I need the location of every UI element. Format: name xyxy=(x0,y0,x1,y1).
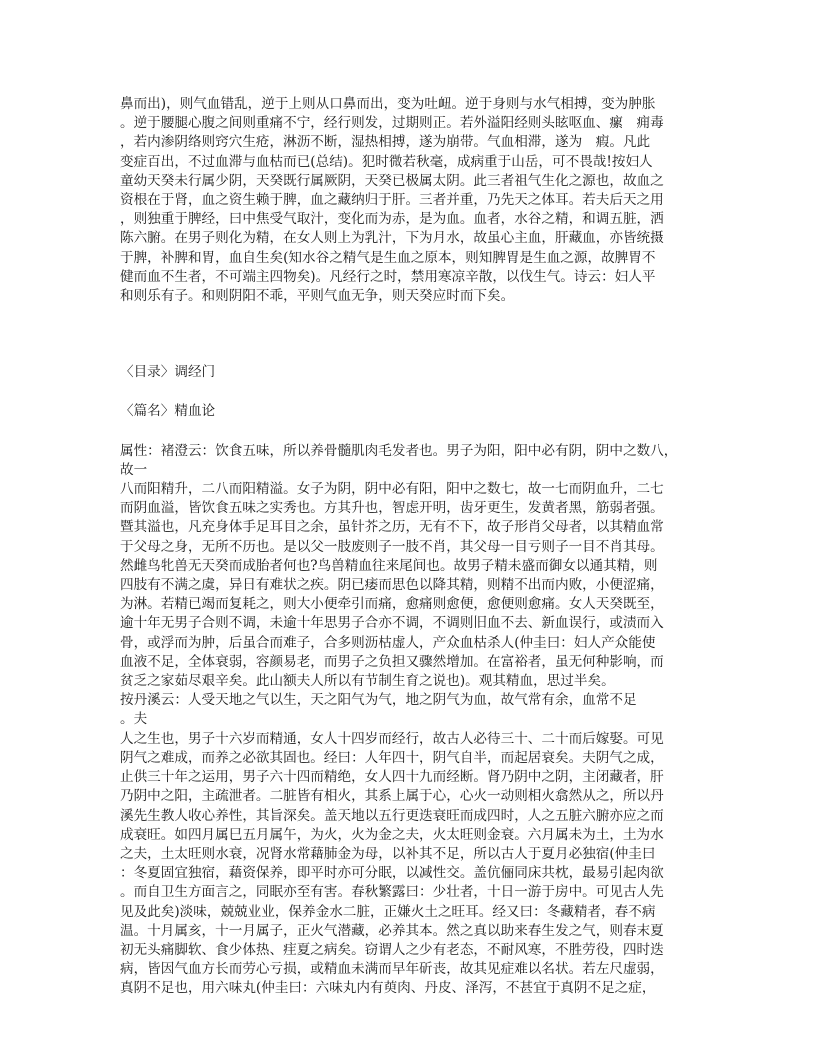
text-line: ，则独重于脾经，曰中焦受气取汁，变化而为赤，是为血。血者，水谷之精，和调五脏，洒 xyxy=(120,211,664,228)
text-line: 血液不足，全体衰弱，容颜易老，而男子之负担又骤然增加。在富裕者，虽无何种影响，而 xyxy=(120,653,664,670)
text-line: 和则乐有子。和则阴阳不乖，平则气血无争，则天癸应时而下矣。 xyxy=(120,288,515,305)
text-line: 成衰旺。如四月属巳五月属午，为火，火为金之夫，火太旺则金衰。六月属未为土，土为水 xyxy=(120,826,664,843)
text-line: 温。十月属亥，十一月属子，正火气潜藏，必养其本。然之真以助来春生发之气，则春末夏 xyxy=(120,922,664,939)
text-line: 阴气之难成，而养之必欲其固也。经曰：人年四十，阴气自半，而起居衰矣。夫阴气之成， xyxy=(120,749,664,766)
document-page xyxy=(120,95,700,999)
text-line: 按丹溪云：人受天地之气以生，天之阳气为气，地之阴气为血，故气常有余，血常不足 xyxy=(120,692,637,709)
text-line: 乃阴中之阳，主疏泄者。二脏皆有相火，其系上属于心，心火一动则相火翕然从之，所以丹 xyxy=(120,788,664,805)
body-text xyxy=(120,442,700,999)
text-line: 而阴血溢，皆饮食五味之实秀也。方其升也，智虑开明，齿牙更生，发黄者黑，筋弱者强。 xyxy=(120,500,664,517)
text-line: 初无头痛脚软、食少体热、疰夏之病矣。窃谓人之少有老态，不耐风寒，不胜劳役，四时迭 xyxy=(120,941,664,958)
text-line: 变症百出，不过血滞与血枯而已(总结)。犯时微若秋毫，成病重于山岳，可不畏哉!按妇人 xyxy=(120,153,653,170)
text-line: 鼻而出)，则气血错乱，逆于上则从口鼻而出，变为吐衄。逆于身则与水气相搏，变为肿胀 xyxy=(120,96,656,112)
text-line: 骨，或浮而为肿，后虽合而难子，合多则沥枯虚人，产众血枯杀人(仲圭曰：妇人产众能使 xyxy=(120,634,656,651)
text-line: 。而自卫生方面言之，同眠亦至有害。春秋繁露曰：少壮者，十日一游于房中。可见古人先 xyxy=(120,884,664,901)
text-line: 人之生也，男子十六岁而精通，女人十四岁而经行，故古人必待三十、二十而后嫁娶。可见 xyxy=(120,730,664,747)
text-line: ：冬夏固宜独宿，藉资保养，即平时亦可分眠，以减性交。盖伉俪同床共枕，最易引起肉欲 xyxy=(120,865,664,882)
text-line: 于父母之身，无所不历也。是以父一肢废则子一肢不肖，其父母一目亏则子一目不肖其母。 xyxy=(120,538,664,555)
text-line: 为淋。若精已竭而复耗之，则大小便牵引而痛，愈痛则愈便，愈便则愈痛。女人天癸既至， xyxy=(120,596,664,613)
text-line: 见及此矣)淡味，兢兢业业，保养金水二脏，正嫌火土之旺耳。经又曰：冬藏精者，春不病 xyxy=(120,903,656,920)
text-line: 止供三十年之运用，男子六十四而精绝，女人四十九而经断。肾乃阴中之阴，主闭藏者，肝 xyxy=(120,769,664,786)
text-line: 病，皆因气血方长而劳心亏损，或精血未满而早年斫丧，故其见症难以名状。若左尺虚弱， xyxy=(120,961,664,978)
text-line: 然雌鸟牝兽无天癸而成胎者何也?鸟兽精血往来尾间也。故男子精未盛而御女以通其精，则 xyxy=(120,557,658,574)
text-line: ，若内渗阴络则窍穴生疮，淋沥不断，湿热相搏，遂为崩带。气血相滞，遂为 瘕。凡此 xyxy=(120,134,651,151)
text-line: 于脾，补脾和胃，血自生矣(知水谷之精气是生血之原本，则知脾胃是生血之源，故脾胃不 xyxy=(120,249,656,266)
text-line: 属性：褚澄云：饮食五味，所以养骨髓肌肉毛发者也。男子为阳，阳中必有阴，阴中之数八， xyxy=(120,442,678,459)
text-line: 资根在于肾，血之资生赖于脾，血之藏纳归于肝。三者并重，乃先天之体耳。若夫后天之用 xyxy=(120,192,664,209)
text-line: 故一 xyxy=(120,461,148,478)
text-line: 八而阳精升，二八而阳精溢。女子为阴，阴中必有阳，阳中之数七，故一七而阴血升，二七 xyxy=(120,481,664,498)
text-line: 童幼天癸未行属少阴，天癸既行属厥阴，天癸已极属太阴。此三者祖气生化之源也，故血之 xyxy=(120,172,664,189)
chapter-heading: 〈篇名〉精血论 xyxy=(120,403,216,420)
text-line: 逾十年无男子合则不调，未逾十年思男子合亦不调，不调则旧血不去、新血误行，或渍而入 xyxy=(120,615,664,632)
text-line: 四肢有不满之虞，异日有难状之疾。阴已痿而思色以降其精，则精不出而内败，小便涩痛， xyxy=(120,577,664,594)
text-line: 溪先生教人收心养性，其旨深矣。盖天地以五行更迭衰旺而成四时，人之五脏六腑亦应之而 xyxy=(120,807,664,824)
text-line: 陈六腑。在男子则化为精，在女人则上为乳汁，下为月水，故虽心主血，肝藏血，亦皆统摄 xyxy=(120,230,664,247)
catalog-heading: 〈目录〉调经门 xyxy=(120,364,216,381)
text-line: 。逆于腰腿心腹之间则重痛不宁，经行则发，过期则正。若外溢阳经则头眩呕血、瘰 痈毒 xyxy=(120,115,664,132)
top-paragraph xyxy=(120,95,700,306)
text-line: 健而血不生者，不可端主四物矣)。凡经行之时，禁用寒凉辛散，以伐生气。诗云：妇人平 xyxy=(120,268,656,285)
text-line: 真阴不足也，用六味丸(仲圭曰：六味丸内有萸肉、丹皮、泽泻，不甚宜于真阴不足之症， xyxy=(120,980,656,997)
text-line: 暨其溢也，凡充身体手足耳目之余，虽针芥之历，无有不下，故子形肖父母者，以其精血常 xyxy=(120,519,664,536)
text-line: 贫乏之家茹尽艰辛矣。此山额夫人所以有节制生育之说也)。观其精血，思过半矣。 xyxy=(120,673,615,690)
text-line: 。夫 xyxy=(120,711,148,728)
text-line: 之夫，土太旺则水衰，况肾水常藉肺金为母，以补其不足，所以古人于夏月必独宿(仲圭曰 xyxy=(120,845,656,862)
